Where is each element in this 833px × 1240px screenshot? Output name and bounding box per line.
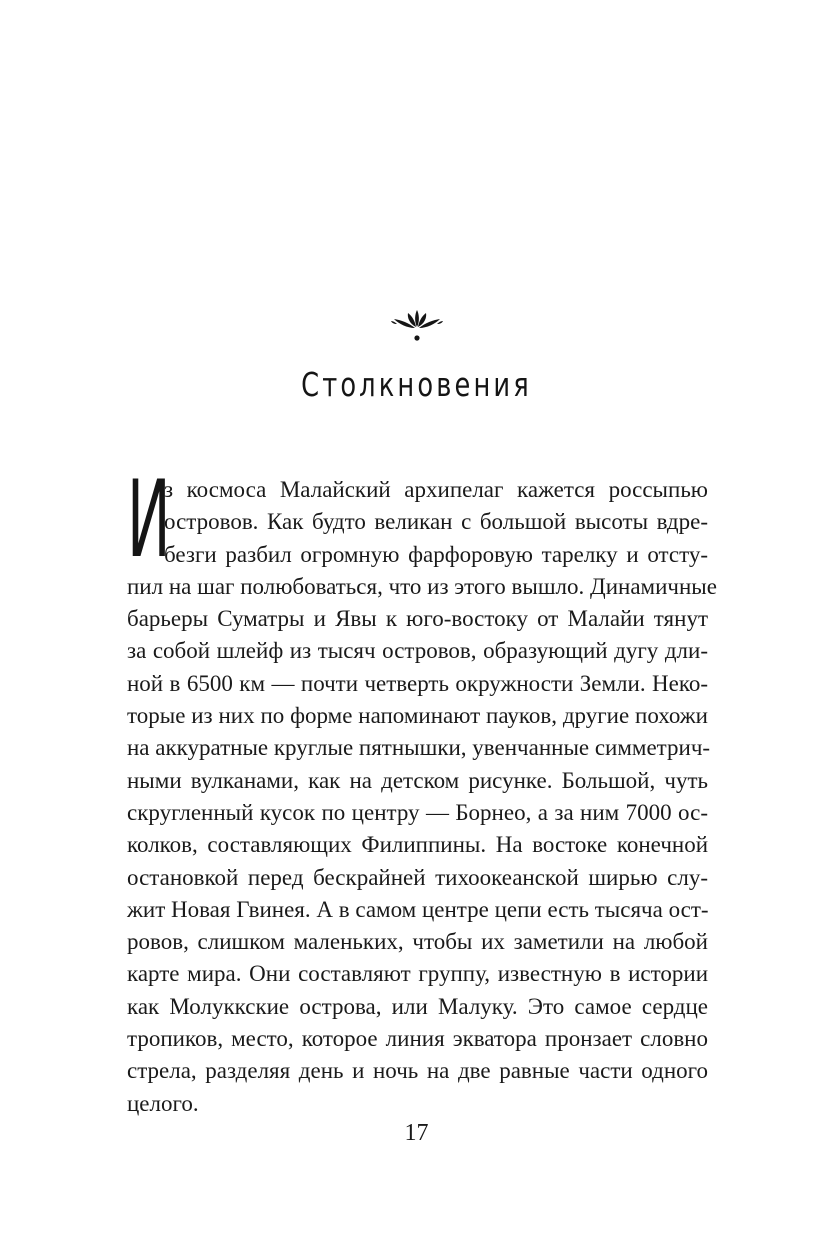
text-line: остановкой перед бескрайней тихоокеанской ширью слу-	[127, 864, 708, 890]
text-line: на аккуратные круглые пятнышки, увенчанные симметрич-	[127, 735, 711, 761]
text-line: безги разбил огромную фарфоровую тарелку и отсту-	[164, 541, 708, 567]
text-line: тропиков, место, которое линия экватора пронзает словно	[127, 1026, 708, 1052]
text-line: жит Новая Гвинея. А в самом центре цепи есть тысяча ост-	[127, 896, 709, 922]
flower-ornament-icon	[391, 307, 443, 343]
text-line: ной в 6500 км — почти четверть окружности Земли. Неко-	[127, 670, 708, 696]
text-line: целого.	[127, 1090, 199, 1116]
text-line: колков, составляющих Филиппины. На востоке конечной	[127, 832, 708, 858]
text-line: карте мира. Они составляют группу, известную в истории	[127, 961, 708, 987]
text-line: ными вулканами, как на детском рисунке. Большой, чуть	[127, 767, 708, 793]
body-paragraph	[127, 474, 717, 1120]
page-number: 17	[404, 1120, 429, 1146]
text-line: з космоса Малайский архипелаг кажется россыпью	[164, 477, 708, 502]
text-line: торые из них по форме напоминают пауков, другие похожи	[127, 703, 708, 729]
text-line: пил на шаг полюбоваться, что из этого вышло. Динамичные	[127, 573, 717, 599]
text-line: островов. Как будто великан с большой высоты вдре-	[164, 509, 708, 535]
text-line: за собой шлейф из тысяч островов, образующий дугу дли-	[127, 638, 708, 664]
chapter-title: Столкновения	[301, 365, 532, 404]
text-line: скругленный кусок по центру — Борнео, а за ним 7000 ос-	[127, 799, 708, 825]
text-line: барьеры Суматры и Явы к юго-востоку от Малайи тянут	[127, 606, 708, 632]
text-line: стрела, разделяя день и ночь на две равные части одного	[127, 1058, 708, 1084]
drop-cap-letter: И	[127, 458, 171, 581]
text-line: как Молуккские острова, или Малуку. Это самое сердце	[127, 993, 708, 1019]
text-line: ровов, слишком маленьких, чтобы их заметили на любой	[127, 929, 708, 955]
